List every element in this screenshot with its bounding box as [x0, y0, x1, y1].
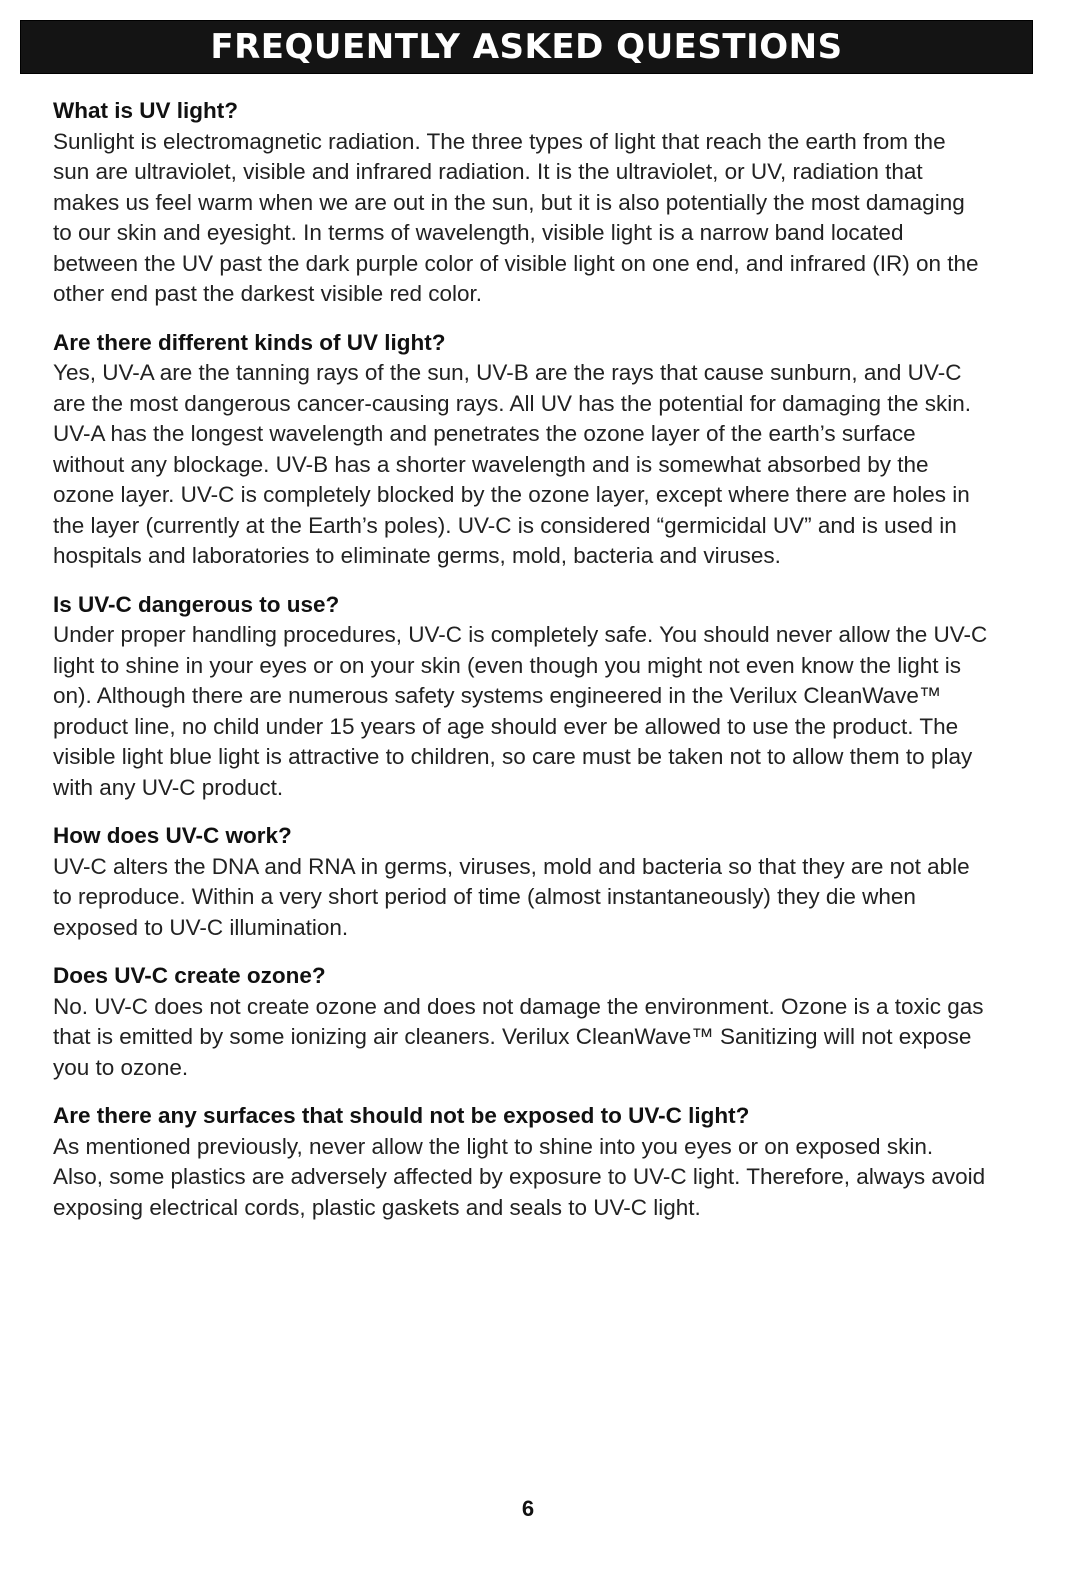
faq-item-uvc-surfaces	[53, 1101, 988, 1223]
faq-item-uvc-dangerous	[53, 590, 988, 804]
faq-answer: UV-C alters the DNA and RNA in germs, viruses, mold and bacteria so that they are not able to reproduce. Within a very short period of time (almost instantaneously) they die when exposed to UV-C illumination.	[53, 853, 970, 940]
faq-question: Is UV-C dangerous to use?	[53, 591, 340, 617]
faq-item-what-is-uv	[53, 96, 988, 310]
faq-item-kinds-of-uv	[53, 328, 988, 572]
header-bar	[20, 20, 1033, 74]
faq-answer: No. UV-C does not create ozone and does not damage the environment. Ozone is a toxic gas that is emitted by some ionizing air cleaners. Verilux CleanWave™ Sanitizing will not expose you to ozone.	[53, 993, 984, 1080]
page-number: 6	[521, 1496, 535, 1521]
faq-answer: Yes, UV-A are the tanning rays of the sun, UV-B are the rays that cause sunburn, and UV-C are the most dangerous cancer-causing rays. All UV has the potential for damaging the skin. UV-A has the longest wavelength and penetrates the ozone layer of the earth’s surface without any blockage. UV-B has a shorter wavelength and is somewhat absorbed by the ozone layer. UV-C is completely blocked by the ozone layer, except where there are holes in the layer (currently at the Earth’s poles). UV-C is considered “germicidal UV” and is used in hospitals and laboratories to eliminate germs, mold, bacteria and viruses.	[53, 360, 972, 568]
faq-item-uvc-ozone	[53, 961, 988, 1083]
faq-list	[53, 96, 988, 1241]
faq-answer: Under proper handling procedures, UV-C is completely safe. You should never allow the UV-C light to shine in your eyes or on your skin (even though you might not even know the light is on). Although there are numerous safety systems engineered in the Verilux CleanWave™ product line, no child under 15 years of age should ever be allowed to use the product. The visible light blue light is attractive to children, so care must be taken not to allow them to play with any UV-C product.	[53, 622, 988, 800]
faq-question: How does UV-C work?	[53, 823, 292, 848]
faq-answer: Sunlight is electromagnetic radiation. The three types of light that reach the earth from the sun are ultraviolet, visible and infrared radiation. It is the ultraviolet, or UV, radiation that makes us feel warm when we are out in the sun, but it is also potentially the most damaging to our skin and eyesight. In terms of wavelength, visible light is a narrow band located between the UV past the dark purple color of visible light on one end, and infrared (IR) on the other end past the darkest visible red color.	[53, 128, 979, 306]
faq-question: Does UV-C create ozone?	[53, 963, 326, 988]
faq-answer: As mentioned previously, never allow the light to shine into you eyes or on exposed skin. Also, some plastics are adversely affected by exposure to UV-C light. Therefore, always avoid exposing electrical cords, plastic gaskets and seals to UV-C light.	[53, 1133, 986, 1220]
faq-item-uvc-work	[53, 821, 988, 943]
faq-question: Are there any surfaces that should not be exposed to UV-C light?	[53, 1103, 750, 1128]
page-title: FREQUENTLY ASKED QUESTIONS	[210, 27, 843, 67]
faq-question: Are there different kinds of UV light?	[53, 329, 446, 355]
faq-question: What is UV light?	[53, 98, 238, 123]
